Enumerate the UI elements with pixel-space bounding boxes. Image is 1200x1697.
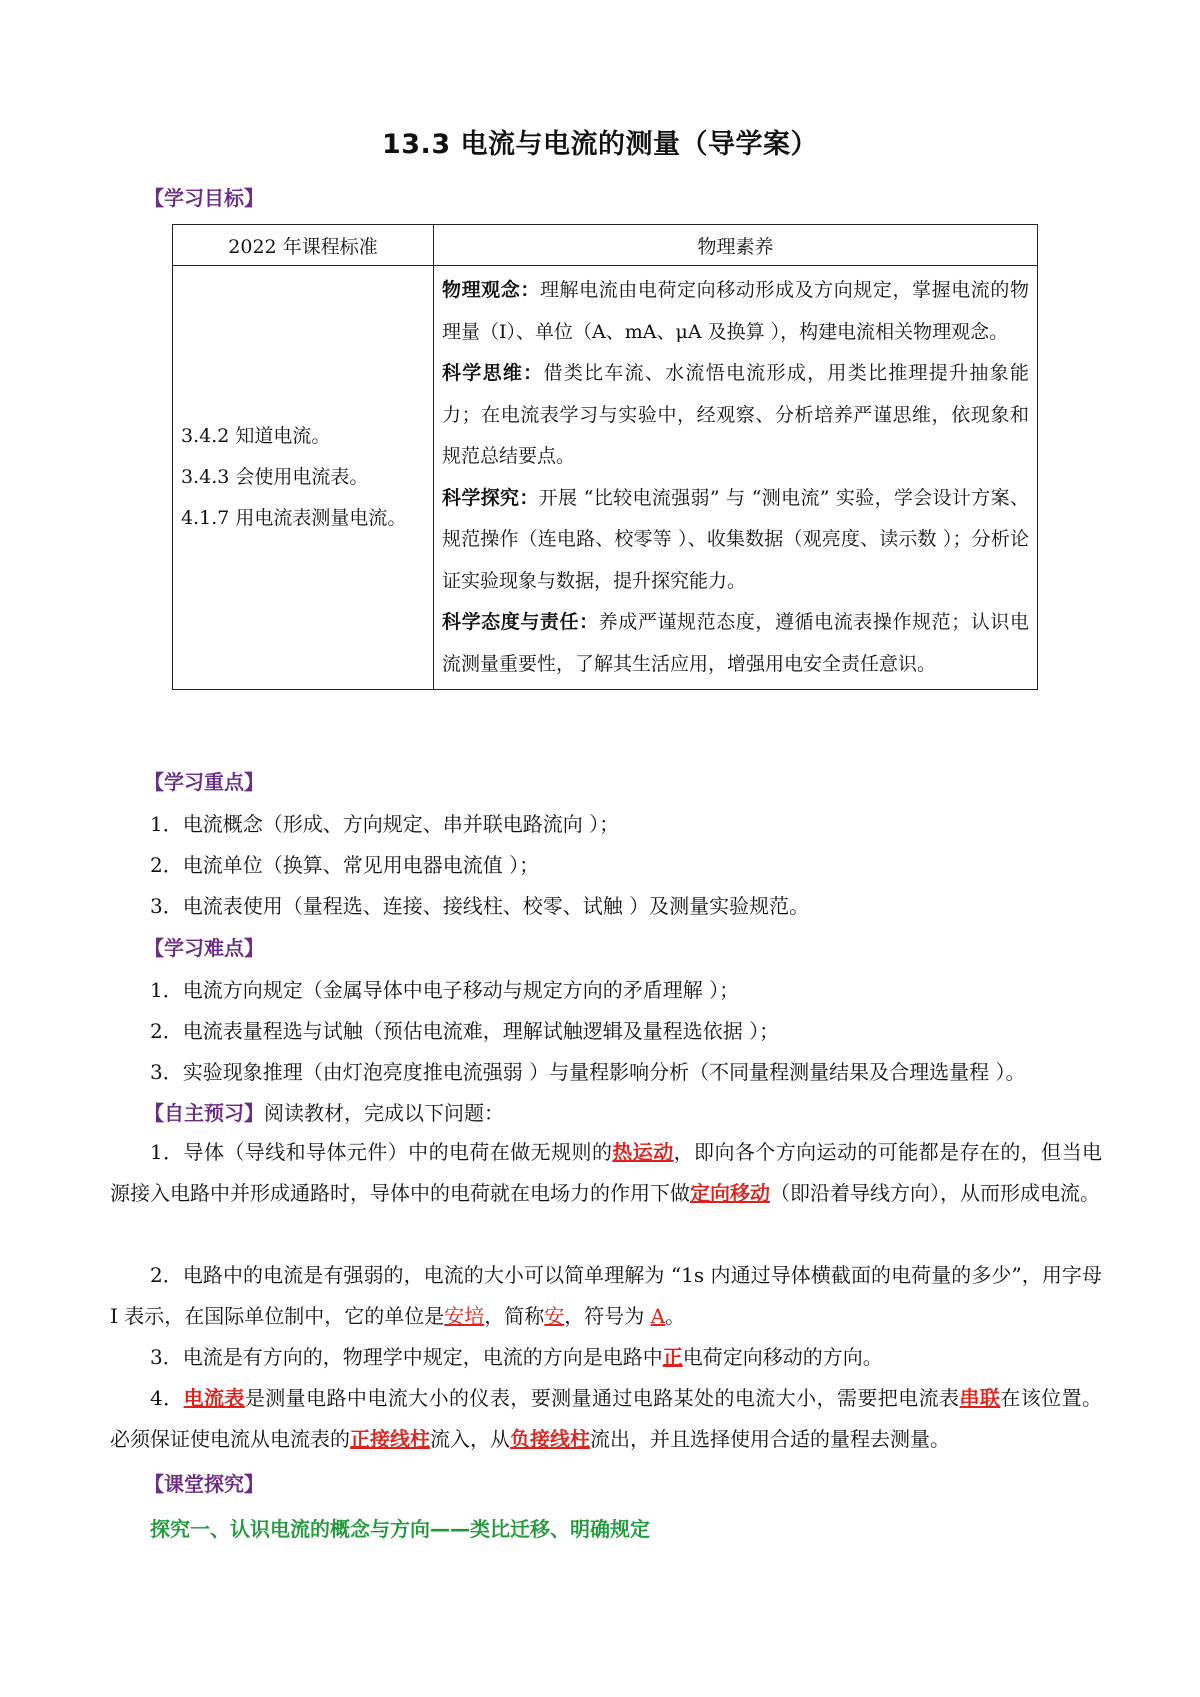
answer-blank: 正 [662,1345,683,1369]
standard-item: 3.4.2 知道电流。 [181,425,331,447]
answer-blank: 安 [544,1304,565,1328]
answer-blank: 热运动 [612,1140,674,1164]
preview-paragraph-1: 1．导体（导线和导体元件）中的电荷在做无规则的热运动，即向各个方向运动的可能都是存在的，但当电源接入电路中并形成通路时，导体中的电荷就在电场力的作用下做定向移动（即沿着导线方向），从而形成电流。 [110,1140,1103,1205]
standard-item: 4.1.7 用电流表测量电流。 [181,507,407,529]
literacy-item: 物理观念：理解电流由电荷定向移动形成及方向规定，掌握电流的物理量（I）、单位（A、mA、μA 及换算 ），构建电流相关物理观念。 [442,279,1029,343]
section-difficult: 【学习难点】 [144,936,264,960]
section-preview: 【自主预习】阅读教材，完成以下问题： [144,1101,504,1125]
goals-table [172,224,1038,690]
goals-table-header [173,225,1038,266]
key-point: 1．电流概念（形成、方向规定、串并联电路流向 ）； [150,812,620,836]
answer-blank: A [650,1304,666,1328]
key-point: 3．电流表使用（量程选、连接、接线柱、校零、试触 ）及测量实验规范。 [150,894,810,918]
page-title: 13.3 电流与电流的测量（导学案） [381,129,819,160]
section-class: 【课堂探究】 [144,1472,264,1496]
preview-paragraph-2: 2．电路中的电流是有强弱的，电流的大小可以简单理解为 “1s 内通过导体横截面的电荷量的多少”，用字母 I 表示，在国际单位制中，它的单位是安培，简称安，符号为 A。 [110,1263,1102,1328]
preview-paragraph-4: 4．电流表是测量电路中电流大小的仪表，要测量通过电路某处的电流大小，需要把电流表串联在该位置。必须保证使电流从电流表的正接线柱流入，从负接线柱流出，并且选择使用合适的量程去测量。 [110,1386,1103,1451]
difficult-point: 1．电流方向规定（金属导体中电子移动与规定方向的矛盾理解 ）； [150,978,740,1002]
standard-item: 3.4.3 会使用电流表。 [181,466,369,488]
literacy-item: 科学探究：开展 “比较电流强弱” 与 “测电流” 实验，学会设计方案、规范操作（连电路、校零等 ）、收集数据（观亮度、读示数 ）；分析论证实验现象与数据，提升探究能力。 [442,486,1029,592]
literacy-cell [434,266,1038,690]
goals-table-row [173,266,1038,690]
answer-blank: 电流表 [183,1386,245,1410]
section-goals: 【学习目标】 [144,186,264,210]
standards-cell [173,266,434,690]
difficult-point: 2．电流表量程选与试触（预估电流难，理解试触逻辑及量程选依据 ）； [150,1019,780,1043]
preview-paragraph-3: 3．电流是有方向的，物理学中规定，电流的方向是电路中正电荷定向移动的方向。 [150,1345,883,1369]
literacy-item: 科学态度与责任：养成严谨规范态度，遵循电流表操作规范；认识电流测量重要性，了解其生活应用，增强用电安全责任意识。 [442,611,1029,675]
explore-heading: 探究一、认识电流的概念与方向——类比迁移、明确规定 [150,1517,650,1541]
key-point: 2．电流单位（换算、常见用电器电流值 ）； [150,853,540,877]
header-literacy: 物理素养 [434,225,1038,266]
section-key: 【学习重点】 [144,770,264,794]
answer-blank: 正接线柱 [350,1427,430,1451]
answer-blank: 串联 [959,1386,1001,1410]
answer-blank: 定向移动 [690,1181,770,1205]
difficult-point: 3．实验现象推理（由灯泡亮度推电流强弱 ）与量程影响分析（不同量程测量结果及合理选量程 ）。 [150,1060,1026,1084]
literacy-item: 科学思维：借类比车流、水流悟电流形成，用类比推理提升抽象能力；在电流表学习与实验中，经观察、分析培养严谨思维，依现象和规范总结要点。 [442,362,1029,467]
header-standard: 2022 年课程标准 [173,225,434,266]
answer-blank: 负接线柱 [510,1427,590,1451]
answer-blank: 安培 [444,1304,485,1328]
